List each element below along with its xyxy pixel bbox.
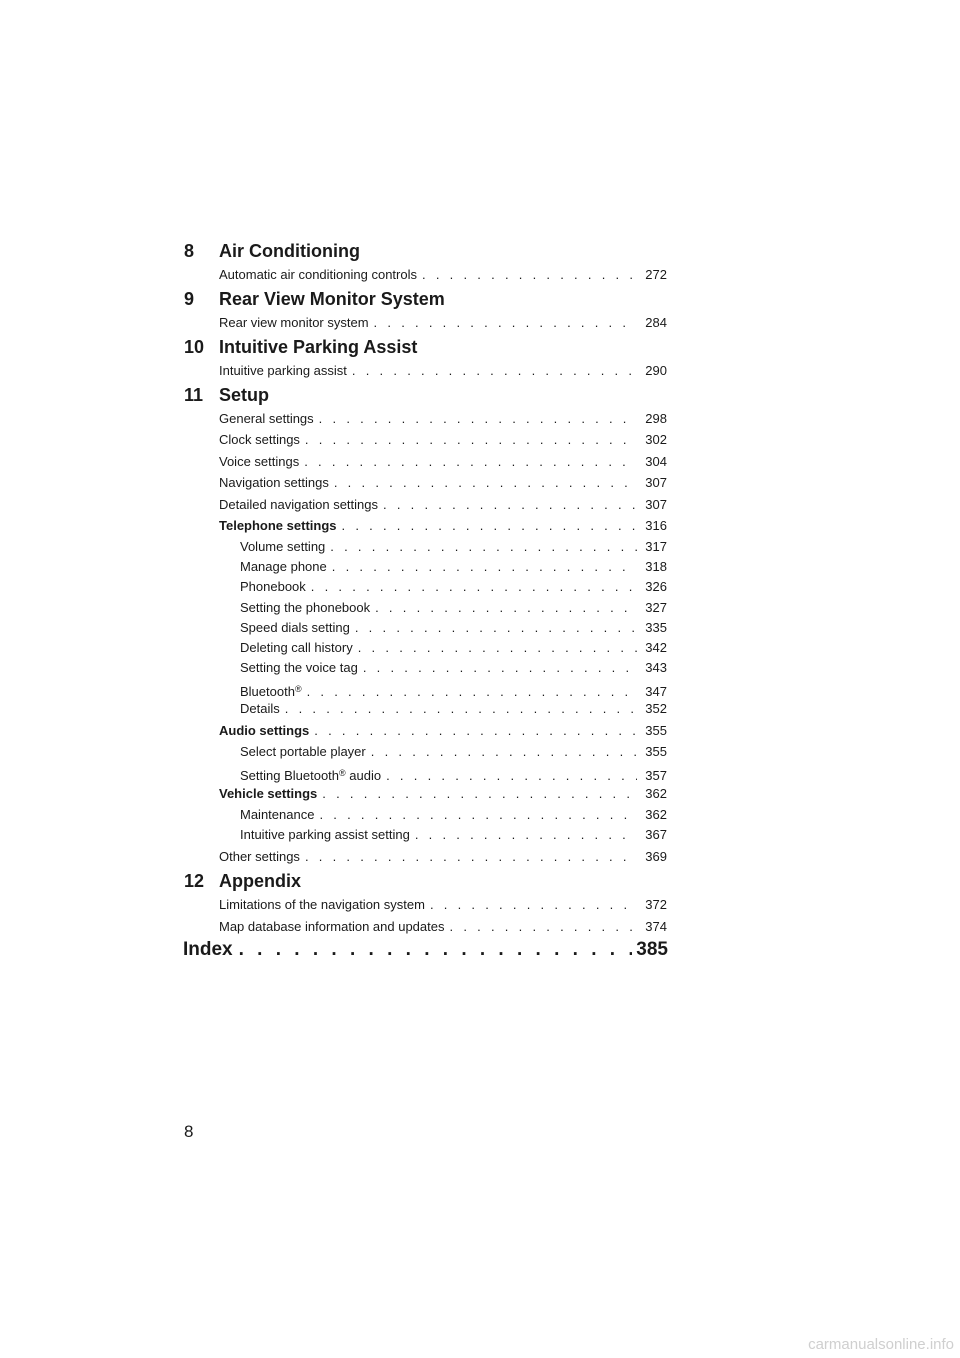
entry-title: Navigation settings [219,475,329,490]
entry-page: 298 [645,411,667,426]
chapter-title: Intuitive Parking Assist [219,337,418,357]
toc-subentry[interactable] [240,559,667,575]
dot-leader [314,723,637,739]
dot-leader [374,315,637,331]
entry-title-text: Bluetooth [240,684,295,699]
entry-title: Audio settings [219,723,310,738]
toc-subentry[interactable] [240,660,667,676]
toc-entry[interactable] [219,897,667,913]
dot-leader [285,701,637,717]
toc-subentry[interactable] [240,744,667,760]
dot-leader [322,786,637,802]
dot-leader [342,518,638,534]
chapter-title: Setup [219,385,270,405]
entry-page: 335 [645,620,667,635]
chapter-heading [184,288,684,310]
chapter-heading [184,336,684,358]
toc-subentry[interactable] [240,620,667,636]
toc-subentry[interactable] [240,539,667,555]
dot-leader [358,640,637,656]
dot-leader [332,559,637,575]
entry-page: 272 [645,267,667,282]
entry-page: 372 [645,897,667,912]
toc-entry[interactable] [219,411,667,427]
dot-leader [319,807,637,823]
chapter-number: 10 [184,337,205,357]
toc-subentry[interactable] [240,765,667,784]
dot-leader [305,849,637,865]
toc-subentry[interactable] [240,681,667,700]
entry-title: Limitations of the navigation system [219,897,425,912]
entry-page: 326 [645,579,667,594]
entry-title: Setting the phonebook [240,600,371,615]
dot-leader [319,411,637,427]
entry-page: 367 [645,827,667,842]
entry-page: 362 [645,786,667,801]
entry-page: 317 [645,539,667,554]
entry-title: Select portable player [240,744,366,759]
entry-page: 302 [645,432,667,447]
entry-page: 290 [645,363,667,378]
toc-entry[interactable] [219,518,667,534]
entry-page: 347 [645,684,667,699]
chapter-number: 9 [184,289,195,309]
entry-title: Intuitive parking assist setting [240,827,410,842]
entry-page: 355 [645,744,667,759]
index-title: Index [183,939,233,960]
entry-title: Speed dials setting [240,620,350,635]
entry-title: Details [240,701,280,716]
entry-title: Manage phone [240,559,327,574]
entry-title: Maintenance [240,807,315,822]
page-number: 8 [184,1122,194,1141]
entry-title-suffix: audio [345,768,382,783]
dot-leader [355,620,637,636]
entry-page: 304 [645,454,667,469]
toc-entry[interactable] [219,849,667,865]
entry-title: Other settings [219,849,300,864]
index-entry[interactable] [183,938,668,962]
dot-leader [334,475,637,491]
toc-subentry[interactable] [240,579,667,595]
chapter-number: 8 [184,241,195,261]
dot-leader [375,600,637,616]
entry-title: Vehicle settings [219,786,318,801]
chapter-heading [184,240,684,262]
entry-title: Intuitive parking assist [219,363,347,378]
entry-page: 342 [645,640,667,655]
toc-subentry[interactable] [240,600,667,616]
dot-leader [415,827,637,843]
entry-page: 316 [645,518,667,533]
dot-leader [383,497,637,513]
chapter-title: Air Conditioning [219,241,360,261]
dot-leader [311,579,637,595]
entry-page: 343 [645,660,667,675]
entry-page: 284 [645,315,667,330]
dot-leader [307,684,637,700]
entry-title [240,765,381,784]
dot-leader [304,454,637,470]
entry-title: Rear view monitor system [219,315,369,330]
toc-entry[interactable] [219,432,667,448]
toc-subentry[interactable] [240,807,667,823]
toc-entry[interactable] [219,497,667,513]
entry-title: Voice settings [219,454,300,469]
toc-entry[interactable] [219,919,667,935]
dot-leader [450,919,638,935]
dot-leader [422,267,637,283]
chapter-heading [184,384,684,406]
dot-leader [430,897,637,913]
dot-leader [371,744,637,760]
toc-entry[interactable] [219,363,667,379]
dot-leader [363,660,637,676]
entry-page: 374 [645,919,667,934]
entry-page: 327 [645,600,667,615]
dot-leader [386,768,637,784]
entry-page: 369 [645,849,667,864]
entry-title: General settings [219,411,314,426]
toc-entry[interactable] [219,454,667,470]
toc-entry[interactable] [219,723,667,739]
entry-page: 362 [645,807,667,822]
entry-title: Setting the voice tag [240,660,358,675]
toc-entry[interactable] [219,267,667,283]
dot-leader [330,539,637,555]
dot-leader [239,938,633,962]
entry-page: 357 [645,768,667,783]
entry-title: Detailed navigation settings [219,497,378,512]
entry-page: 355 [645,723,667,738]
entry-title: Clock settings [219,432,300,447]
index-page: 385 [636,939,668,960]
entry-page: 307 [645,475,667,490]
toc-subentry[interactable] [240,827,667,843]
toc-subentry[interactable] [240,640,667,656]
toc-entry[interactable] [219,315,667,331]
registered-mark: ® [339,768,346,778]
toc-subentry[interactable] [240,701,667,717]
dot-leader [305,432,637,448]
entry-title: Map database information and updates [219,919,445,934]
chapter-heading [184,870,684,892]
entry-title [240,681,302,700]
entry-title-text: Setting Bluetooth [240,768,340,783]
entry-page: 352 [645,701,667,716]
entry-title: Volume setting [240,539,326,554]
entry-page: 318 [645,559,667,574]
entry-title: Telephone settings [219,518,337,533]
entry-title: Phonebook [240,579,306,594]
entry-title: Deleting call history [240,640,353,655]
entry-page: 307 [645,497,667,512]
entry-title: Automatic air conditioning controls [219,267,417,282]
toc-entry[interactable] [219,786,667,802]
registered-mark: ® [294,684,302,694]
toc-entry[interactable] [219,475,667,491]
footer-watermark: carmanualsonline.info [808,1336,954,1353]
chapter-title: Rear View Monitor System [219,289,445,309]
dot-leader [352,363,637,379]
chapter-title: Appendix [219,871,302,891]
chapter-number: 12 [184,871,205,891]
chapter-number: 11 [184,385,204,405]
